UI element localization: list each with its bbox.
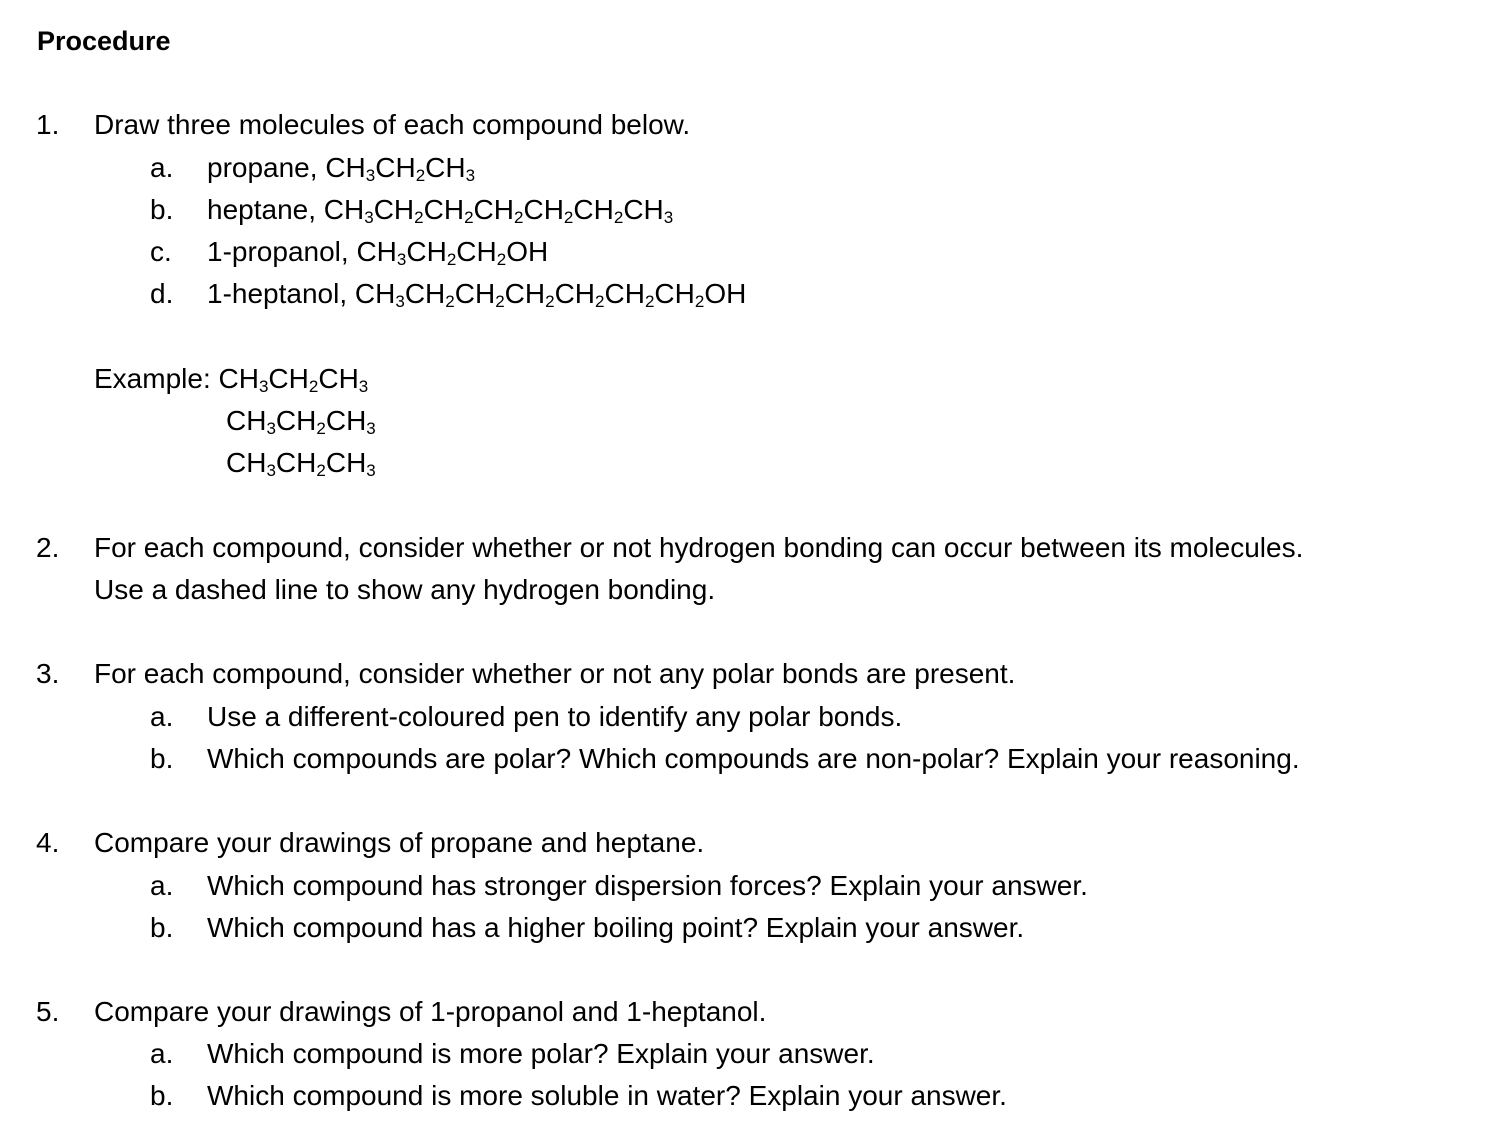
formula-subscript: 2 [446,250,457,269]
example-formula-1 [219,363,369,394]
item-3-number: 3. [36,658,60,689]
item-2-line-2: Use a dashed line to show any hydrogen bonding. [94,574,716,605]
item-4-number: 4. [36,827,60,858]
item-1d-name: 1-heptanol, [207,278,348,309]
formula-group: CH [504,278,546,309]
item-5a-text: Which compound is more polar? Explain your answer. [207,1038,875,1069]
formula-group: CH [325,152,366,183]
heptanol-formula [355,278,746,309]
example-line-3 [226,442,376,484]
formula-group: CH [523,194,564,225]
item-3b-letter: b. [150,743,174,774]
item-4a-letter: a. [150,870,174,901]
item-1-number: 1. [36,109,60,140]
formula-subscript: 2 [308,377,319,396]
formula-group: CH [473,194,514,225]
item-5-number: 5. [36,996,60,1027]
item-5-text: Compare your drawings of 1-propanol and 1-heptanol. [94,996,767,1027]
item-5a-letter: a. [150,1038,174,1069]
formula-group: CH [275,405,317,436]
formula-group: CH [325,447,367,478]
item-1d-letter: d. [150,278,174,309]
formula-group: CH [268,363,309,394]
formula-group: OH [506,236,549,267]
procedure-heading: Procedure [37,26,171,56]
formula-group: CH [218,363,259,394]
formula-subscript: 2 [316,419,326,438]
formula-group: OH [704,278,747,309]
formula-subscript: 2 [563,208,574,227]
formula-subscript: 2 [316,461,326,480]
formula-subscript: 2 [694,292,705,311]
formula-subscript: 2 [545,292,555,311]
item-4-text: Compare your drawings of propane and heptane. [94,827,705,858]
formula-group: CH [404,278,446,309]
formula-subscript: 3 [365,166,376,185]
formula-subscript: 3 [396,250,407,269]
formula-subscript: 3 [266,419,276,438]
item-1d-text [207,273,746,315]
item-4a-text: Which compound has stronger dispersion forces? Explain your answer. [207,870,1088,901]
formula-subscript: 2 [495,292,505,311]
formula-group: CH [604,278,645,309]
item-1a-name: propane, [207,152,318,183]
item-3b-text: Which compounds are polar? Which compounds are non-polar? Explain your reasoning. [207,743,1300,774]
example-label: Example: [94,363,211,394]
item-1a-text [207,147,475,189]
example-line-1 [94,358,368,400]
item-1c-text [207,231,548,273]
item-1c-letter: c. [150,236,172,267]
item-1a-letter: a. [150,152,174,183]
formula-subscript: 2 [613,208,624,227]
item-1c-name: 1-propanol, [207,236,349,267]
item-4b-text: Which compound has a higher boiling point? Explain your answer. [207,912,1025,943]
formula-group: CH [406,236,447,267]
formula-subscript: 3 [266,461,276,480]
formula-subscript: 3 [258,377,269,396]
formula-subscript: 2 [595,292,605,311]
formula-group: CH [623,194,664,225]
item-5b-letter: b. [150,1080,174,1111]
item-1b-text [207,189,673,231]
formula-subscript: 3 [358,377,369,396]
formula-group: CH [456,236,497,267]
formula-group: CH [226,447,267,478]
formula-subscript: 2 [414,208,424,227]
formula-group: CH [423,194,465,225]
formula-subscript: 3 [364,208,374,227]
item-3a-letter: a. [150,701,174,732]
formula-subscript: 3 [366,461,376,480]
formula-group: CH [275,447,317,478]
example-line-2 [226,400,376,442]
propanol-formula [356,236,548,267]
item-3a-text: Use a different-coloured pen to identify any polar bonds. [207,701,903,732]
example-formula-3 [226,447,376,478]
heptane-formula [324,194,673,225]
item-2-number: 2. [36,532,60,563]
formula-subscript: 2 [415,166,426,185]
formula-group: CH [554,278,596,309]
formula-subscript: 2 [445,292,455,311]
formula-subscript: 3 [465,166,476,185]
formula-subscript: 3 [366,419,376,438]
item-1b-letter: b. [150,194,174,225]
formula-group: CH [573,194,614,225]
example-formula-2 [226,405,376,436]
formula-group: CH [354,278,396,309]
item-1-text: Draw three molecules of each compound below. [94,109,691,140]
item-4b-letter: b. [150,912,174,943]
formula-subscript: 2 [514,208,524,227]
formula-group: CH [454,278,496,309]
item-2-line-1: For each compound, consider whether or not hydrogen bonding can occur between its molecules. [94,532,1304,563]
item-5b-text: Which compound is more soluble in water? Explain your answer. [207,1080,1007,1111]
formula-subscript: 2 [496,250,507,269]
item-1b-name: heptane, [207,194,316,225]
formula-subscript: 3 [663,208,674,227]
formula-group: CH [375,152,416,183]
formula-group: CH [425,152,466,183]
propane-formula [325,152,475,183]
formula-group: CH [323,194,365,225]
formula-group: CH [318,363,359,394]
item-3-text: For each compound, consider whether or not any polar bonds are present. [94,658,1016,689]
formula-subscript: 2 [644,292,655,311]
formula-subscript: 2 [464,208,474,227]
formula-group: CH [373,194,415,225]
formula-group: CH [356,236,397,267]
formula-group: CH [325,405,367,436]
formula-group: CH [226,405,267,436]
formula-group: CH [654,278,695,309]
formula-subscript: 3 [395,292,405,311]
